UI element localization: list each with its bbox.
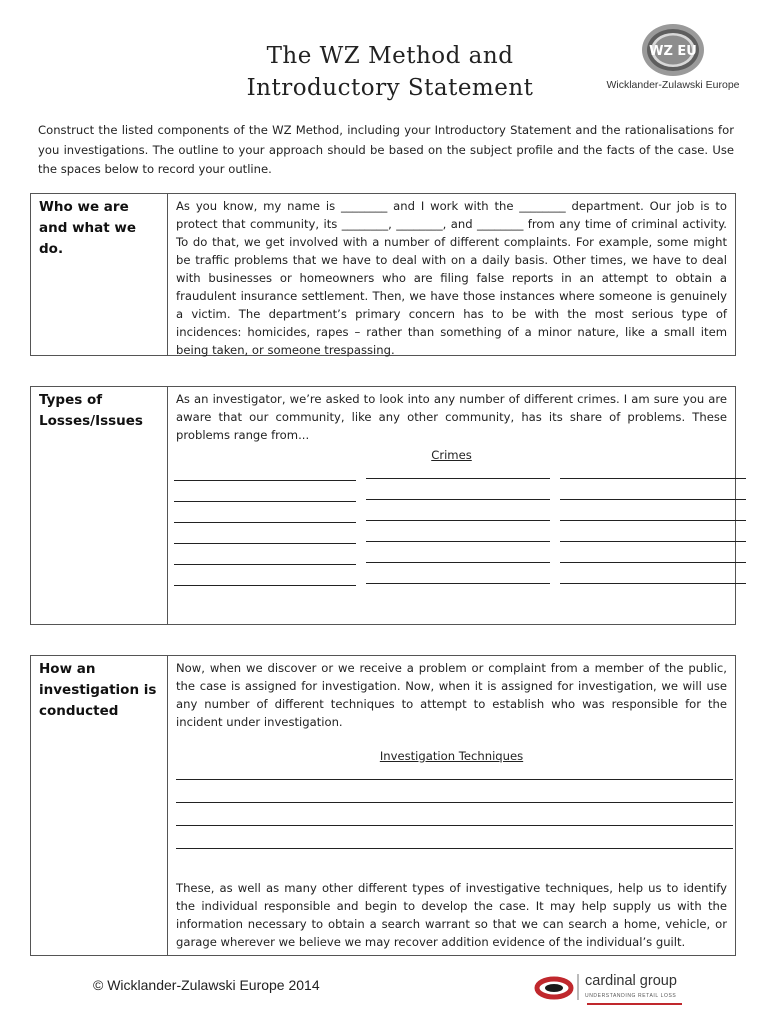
writing-line[interactable] [366, 541, 550, 542]
writing-line[interactable] [174, 543, 356, 544]
section-investigation [30, 655, 736, 956]
wz-logo [640, 22, 706, 78]
partner-tagline: UNDERSTANDING RETAIL LOSS [585, 993, 677, 999]
writing-line[interactable] [366, 499, 550, 500]
writing-line[interactable] [366, 478, 550, 479]
writing-line[interactable] [174, 564, 356, 565]
section-text: As an investigator, we’re asked to look into any number of different crimes. I am sure you are aware that our community, like any other community, has its share of problems. These problems range from... [176, 392, 727, 442]
writing-line[interactable] [560, 583, 746, 584]
wz-logo-text: WZ EU [649, 44, 697, 59]
title-line-2: Introductory Statement [246, 75, 534, 101]
section-types-of-losses [30, 386, 736, 625]
writing-line[interactable] [560, 541, 746, 542]
page-title [190, 40, 590, 104]
writing-line[interactable] [560, 520, 746, 521]
section-label: Types of Losses/Issues [31, 387, 168, 624]
intro-paragraph: Construct the listed components of the WZ Method, including your Introductory Statement and the rationalisations for you investigations. The outline to your approach should be based on the subject profile and the facts of the case. Use the spaces below to record your outline. [38, 123, 734, 176]
writing-line[interactable] [174, 480, 356, 481]
writing-line[interactable] [176, 802, 733, 825]
writing-line[interactable] [174, 501, 356, 502]
techniques-heading: Investigation Techniques [379, 749, 524, 763]
writing-line[interactable] [366, 583, 550, 584]
writing-line[interactable] [176, 779, 733, 802]
section-text: Now, when we discover or we receive a problem or complaint from a member of the public, the case is assigned for investigation. Now, when it is assigned for investigation, we will use any number of different techniques to attempt to establish who was responsible for the incident under investigation. [176, 661, 727, 729]
partner-name: cardinal group [585, 973, 677, 989]
crimes-writing-area[interactable] [176, 470, 727, 600]
writing-line[interactable] [176, 825, 733, 848]
section-label: How an investigation is conducted [31, 656, 168, 955]
copyright: © Wicklander-Zulawski Europe 2014 [93, 977, 320, 993]
writing-line[interactable] [366, 562, 550, 563]
writing-line[interactable] [560, 478, 746, 479]
writing-line[interactable] [176, 848, 733, 871]
section-label: Who we are and what we do. [31, 194, 168, 355]
writing-line[interactable] [560, 499, 746, 500]
techniques-writing-area[interactable] [176, 779, 727, 871]
writing-line[interactable] [174, 585, 356, 586]
company-name: Wicklander-Zulawski Europe [606, 79, 740, 91]
writing-line[interactable] [366, 520, 550, 521]
section-who-we-are [30, 193, 736, 356]
title-line-1: The WZ Method and [266, 43, 514, 69]
crimes-heading: Crimes [431, 448, 472, 462]
writing-line[interactable] [174, 522, 356, 523]
section-text-after: These, as well as many other different types of investigative techniques, help us to identify the individual responsible and begin to develop the case. It may help supply us with the information necessary to obtain a search warrant so that we can search a home, vehicle, or garage wherever we believe we may recover addition evidence of the individual’s guilt. [176, 881, 727, 949]
writing-line[interactable] [560, 562, 746, 563]
section-text: As you know, my name is ________ and I work with the ________ department. Our job is to protect that community, its ________, ________, and ________ from any time of criminal activity. To do that, we get involved with a number of different complaints. For example, some might be traffic problems that we have to deal with on a daily basis. Other times, we have to deal with businesses or homeowners who are filing false reports in an attempt to obtain a fraudulent insurance settlement. Then, we have those instances where someone is genuinely a victim. The department’s primary concern has to be with the most serious type of incidences: homicides, rapes – rather than something of a minor nature, like a small item being taken, or someone trespassing. [176, 199, 727, 357]
